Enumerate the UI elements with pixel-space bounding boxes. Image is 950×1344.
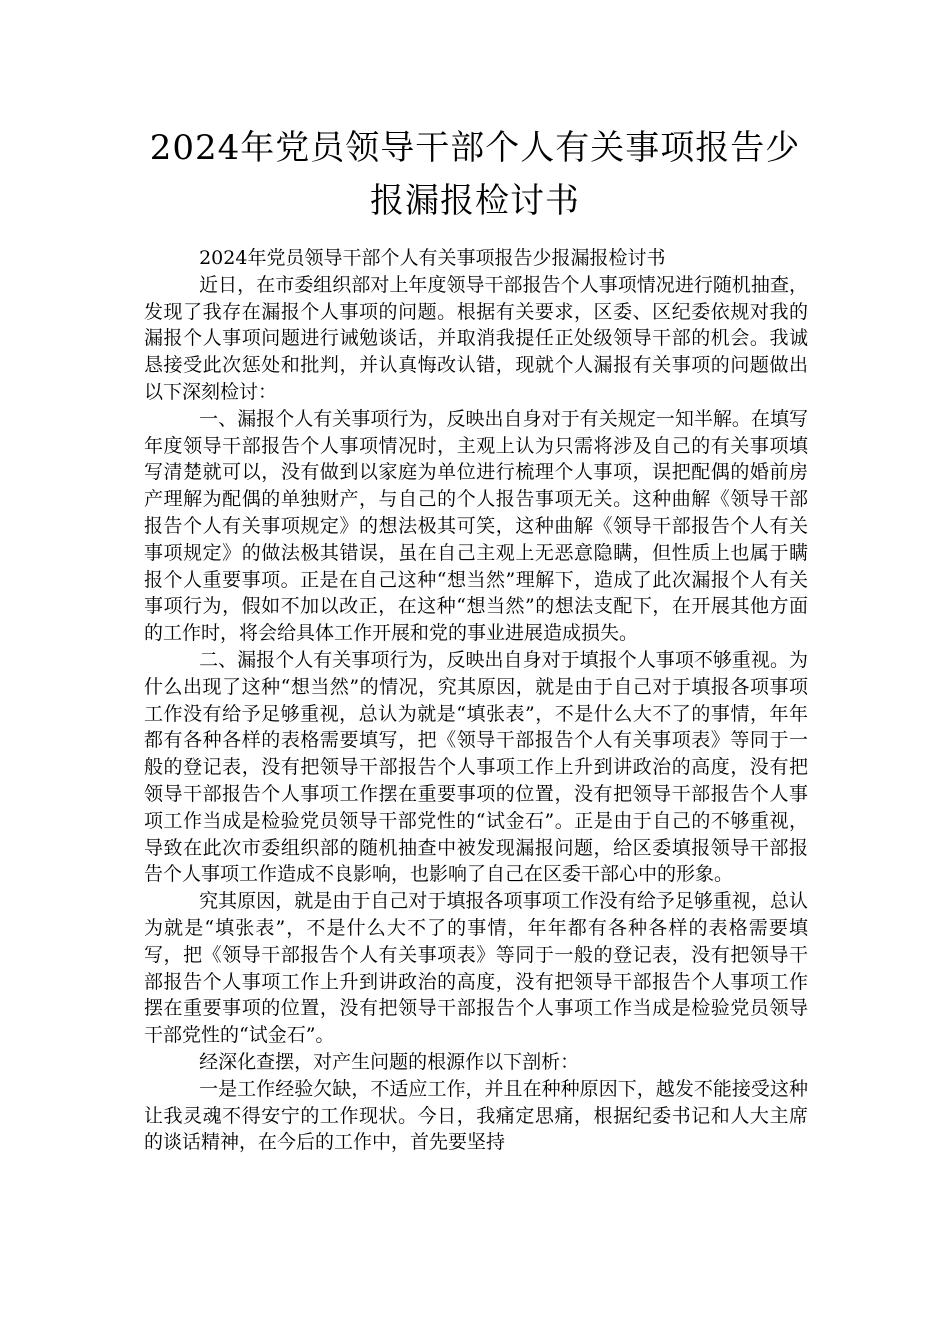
- paragraph-intro: 近日，在市委组织部对上年度领导干部报告个人事项情况进行随机抽查，发现了我存在漏报个人事项的问题。根据有关要求，区委、区纪委依规对我的漏报个人事项问题进行诫勉谈话，并取消我提任正处级领导干部的机会。我诚恳接受此次惩处和批判，并认真悔改认错，现就个人漏报有关事项的问题做出以下深刻检讨：: [144, 273, 808, 403]
- title-line-1: 2024年党员领导干部个人有关事项报告少: [149, 128, 801, 168]
- paragraph-point-one: 一、漏报个人有关事项行为，反映出自身对于有关规定一知半解。在填写年度领导干部报告个人事项情况时，主观上认为只需将涉及自己的有关事项填写清楚就可以，没有做到以家庭为单位进行梳理个人事项，误把配偶的婚前房产理解为配偶的单独财产，与自己的个人报告事项无关。这种曲解《领导干部报告个人有关事项规定》的想法极其可笑，这种曲解《领导干部报告个人有关事项规定》的做法极其错误，虽在自己主观上无恶意隐瞒，但性质上也属于瞒报个人重要事项。正是在自己这种“想当然”理解下，造成了此次漏报个人有关事项行为，假如不加以改正，在这种“想当然”的想法支配下，在开展其他方面的工作时，将会给具体工作开展和党的事业进展造成损失。: [144, 407, 808, 645]
- document-body: [144, 245, 808, 1156]
- paragraph-repeated-title: 2024年党员领导干部个人有关事项报告少报漏报检讨书: [199, 247, 666, 269]
- paragraph-root-cause: 究其原因，就是由于自己对于填报各项事项工作没有给予足够重视，总认为就是“填张表”，不是什么大不了的事情，年年都有各种各样的表格需要填写，把《领导干部报告个人有关事项表》等同于一般的登记表，没有把领导干部报告个人事项工作上升到讲政治的高度，没有把领导干部报告个人事项工作摆在重要事项的位置，没有把领导干部报告个人事项工作当成是检验党员领导干部党性的“试金石”。: [144, 890, 808, 1047]
- paragraph-analysis-one: 一是工作经验欠缺，不适应工作，并且在种种原因下，越发不能接受这种让我灵魂不得安宁的工作现状。今日，我痛定思痛，根据纪委书记和人大主席的谈话精神，在今后的工作中，首先要坚持: [144, 1077, 808, 1154]
- document-title: [120, 122, 830, 228]
- paragraph-analysis-lead: 经深化查摆，对产生问题的根源作以下剖析：: [199, 1050, 580, 1073]
- title-line-2: 报漏报检讨书: [370, 181, 580, 221]
- paragraph-point-two: 二、漏报个人有关事项行为，反映出自身对于填报个人事项不够重视。为什么出现了这种“想当然”的情况，究其原因，就是由于自己对于填报各项事项工作没有给予足够重视，总认为就是“填张表”，不是什么大不了的事情，年年都有各种各样的表格需要填写，把《领导干部报告个人有关事项表》等同于一般的登记表，没有把领导干部报告个人事项工作上升到讲政治的高度，没有把领导干部报告个人事项工作摆在重要事项的位置，没有把领导干部报告个人事项工作当成是检验党员领导干部党性的“试金石”。正是由于自己的不够重视，导致在此次市委组织部的随机抽查中被发现漏报问题，给区委填报领导干部报告个人事项工作造成不良影响，也影响了自己在区委干部心中的形象。: [144, 648, 808, 886]
